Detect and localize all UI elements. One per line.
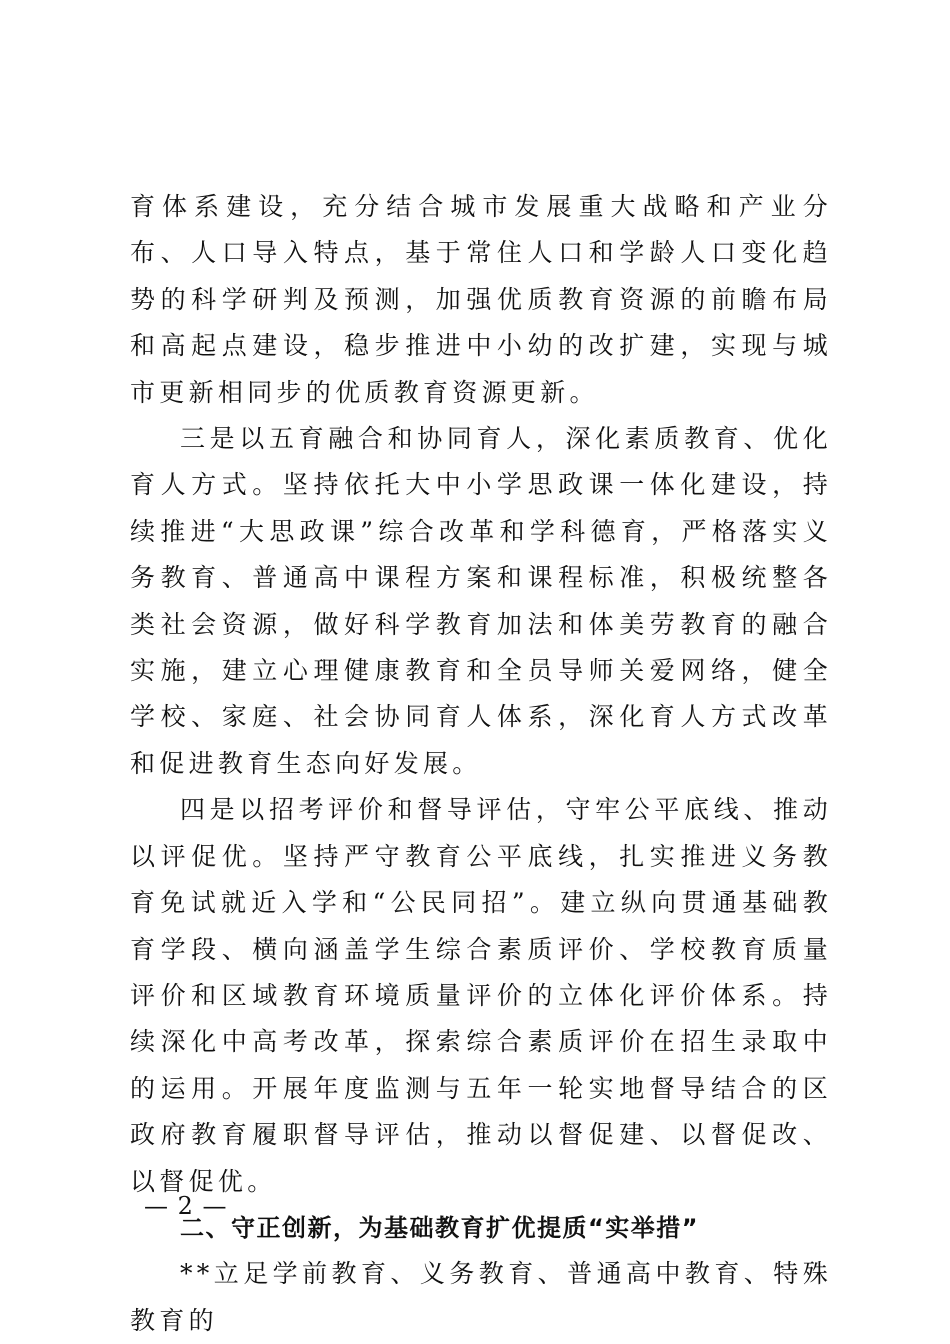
- section-heading: 二、守正创新，为基础教育扩优提质“实举措”: [180, 1213, 700, 1242]
- page-number: — 2 —: [144, 1192, 228, 1220]
- body-text: [130, 184, 832, 1344]
- paragraph-continuation: 育体系建设，充分结合城市发展重大战略和产业分布、人口导入特点，基于常住人口和学龄人口变化趋势的科学研判及预测，加强优质教育资源的前瞻布局和高起点建设，稳步推进中小幼的改扩建，实现与城市更新相同步的优质教育资源更新。: [130, 192, 832, 407]
- paragraph-point-four: 四是以招考评价和督导评估，守牢公平底线、推动以评促优。坚持严守教育公平底线，扎实推进义务教育免试就近入学和“公民同招”。建立纵向贯通基础教育学段、横向涵盖学生综合素质评价、学校教育质量评价和区域教育环境质量评价的立体化评价体系。持续深化中高考改革，探索综合素质评价在招生录取中的运用。开展年度监测与五年一轮实地督导结合的区政府教育履职督导评估，推动以督促建、以督促改、以督促优。: [130, 795, 832, 1196]
- paragraph-point-three: 三是以五育融合和协同育人，深化素质教育、优化育人方式。坚持依托大中小学思政课一体化建设，持续推进“大思政课”综合改革和学科德育，严格落实义务教育、普通高中课程方案和课程标准，积极统整各类社会资源，做好科学教育加法和体美劳教育的融合实施，建立心理健康教育和全员导师关爱网络，健全学校、家庭、社会协同育人体系，深化育人方式改革和促进教育生态向好发展。: [130, 424, 832, 778]
- paragraph-section-intro: **立足学前教育、义务教育、普通高中教育、特殊教育的: [130, 1259, 832, 1335]
